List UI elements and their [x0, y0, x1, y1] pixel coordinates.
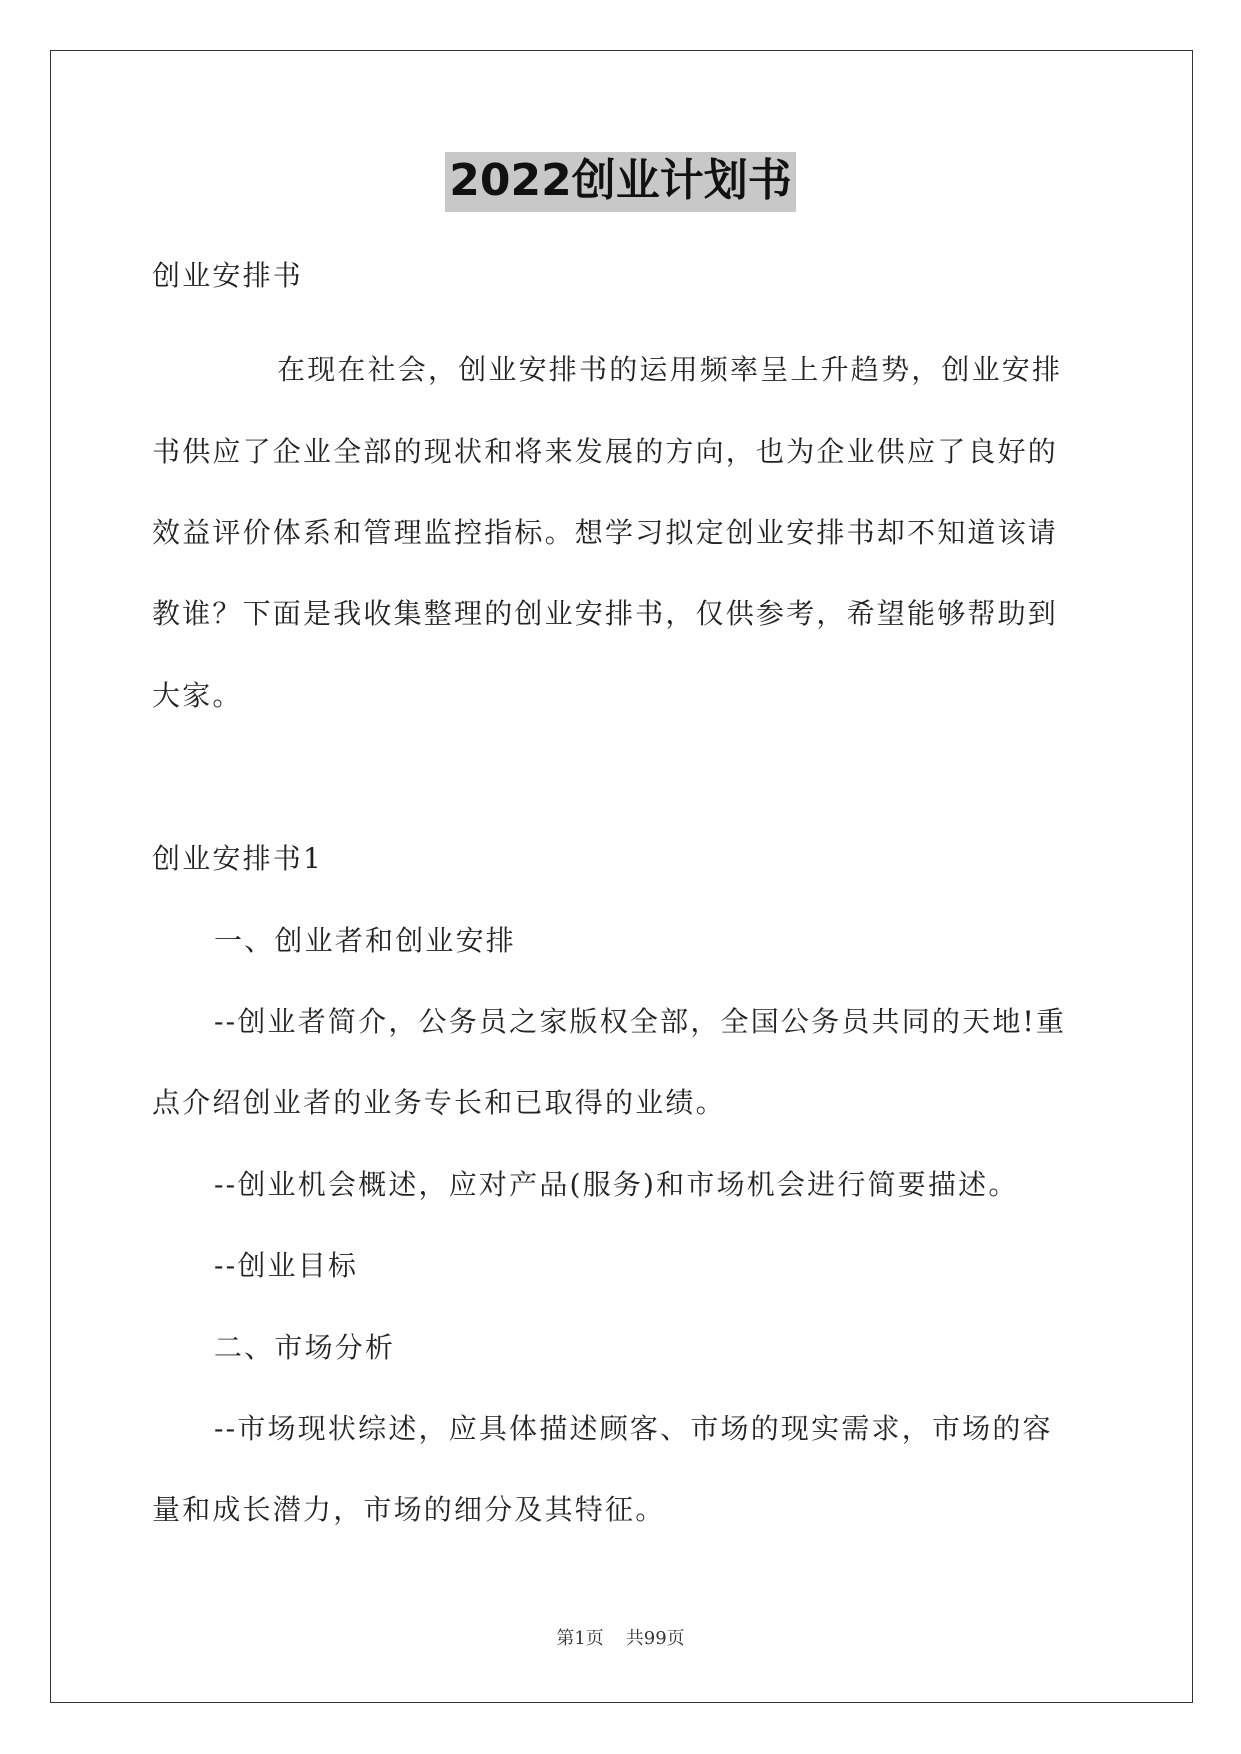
page-number: 第1页: [556, 1628, 604, 1649]
page-total: 共99页: [625, 1628, 685, 1649]
page-footer: [0, 1627, 1241, 1651]
paragraph-line: --创业者简介，公务员之家版权全部，全国公务员共同的天地!重: [214, 1005, 1067, 1038]
subsection-heading: 一、创业者和创业安排: [214, 924, 517, 957]
document-title: 2022创业计划书: [445, 152, 795, 212]
paragraph-line: 点介绍创业者的业务专长和已取得的业绩。: [152, 1086, 726, 1119]
paragraph-line: 大家。: [152, 679, 243, 712]
paragraph-line: --市场现状综述，应具体描述顾客、市场的现实需求，市场的容: [214, 1412, 1053, 1445]
section-heading: 创业安排书: [152, 259, 304, 292]
subsection-heading: 二、市场分析: [214, 1331, 396, 1364]
paragraph-line: 书供应了企业全部的现状和将来发展的方向，也为企业供应了良好的: [152, 435, 1059, 468]
paragraph-line: 教谁？下面是我收集整理的创业安排书，仅供参考，希望能够帮助到: [152, 597, 1059, 630]
section-heading: 创业安排书1: [152, 842, 324, 875]
paragraph-line: --创业目标: [214, 1249, 359, 1282]
paragraph-line: --创业机会概述，应对产品(服务)和市场机会进行简要描述。: [214, 1168, 1019, 1201]
title-container: [0, 152, 1241, 212]
paragraph-line: 量和成长潜力，市场的细分及其特征。: [152, 1493, 666, 1526]
paragraph-line: 效益评价体系和管理监控指标。想学习拟定创业安排书却不知道该请: [152, 516, 1059, 549]
paragraph-line: 在现在社会，创业安排书的运用频率呈上升趋势，创业安排: [277, 353, 1063, 386]
